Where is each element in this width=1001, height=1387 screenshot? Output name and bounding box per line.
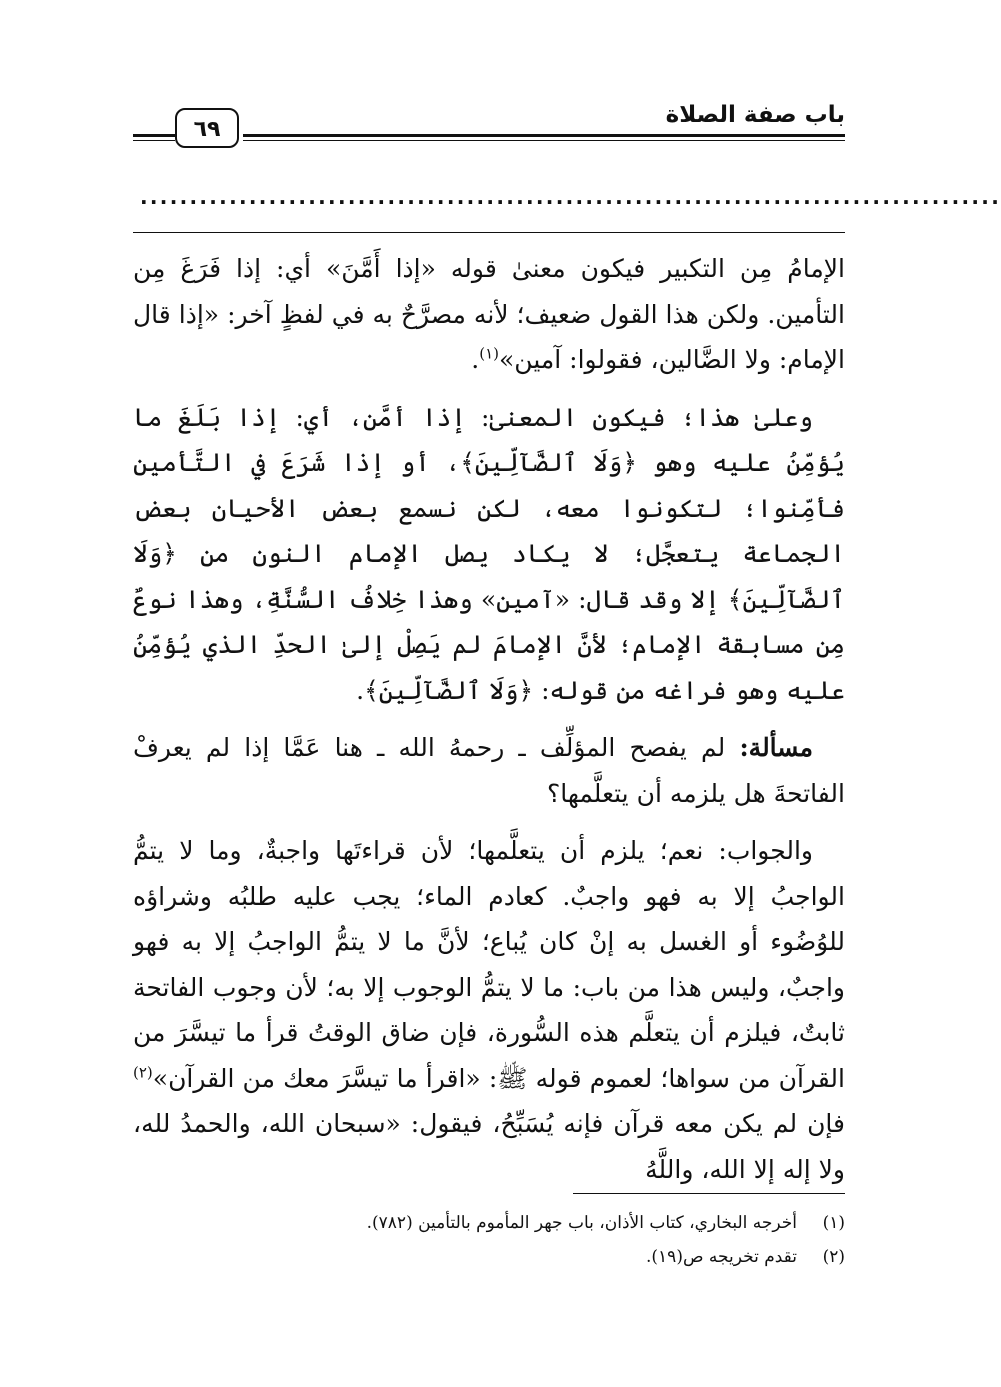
footnote-ref-1: (١) [479, 344, 500, 363]
page-number: ٦٩ [175, 108, 239, 148]
running-title: باب صفة الصلاة [665, 102, 845, 128]
paragraph-1: الإمامُ مِن التكبير فيكون معنىٰ قوله «إذا أَمَّنَ» أي: إذا فَرَغَ مِن التأمين. ولكن هذا القول ضعيف؛ لأنه مصرَّحٌ به في لفظٍ آخر: «إذا قال الإمام: ولا الضَّالين، فقولوا: آمين»$^{(١)}$. [133, 254, 845, 374]
paragraph-2: وعلىٰ هذا؛ فيكون المعنىٰ: إذا أمَّن، أي: إذا بَلَغَ ما يُؤمِّنُ عليه وهو ﴿وَلَا ٱلضَّآلِّينَ﴾، أو إذا شَرَعَ في التَّأمين فأمِّنوا؛ لتكونوا معه، لكن نسمع بعض الأحيان بعض الجماعة يتعجَّل؛ لا يكاد يصل الإمام النون من ﴿وَلَا ٱلضَّآلِّينَ﴾ إلا وقد قال: «آمين» وهذا خِلافُ السُّنَّةِ، وهذا نوعٌ مِن مسابقة الإمام؛ لأنَّ الإمامَ لم يَصِلْ إلىٰ الحدِّ الذي يُؤمِّنُ عليه وهو فراغه من قوله: ﴿وَلَا ٱلضَّآلِّينَ﴾. [133, 402, 845, 705]
footnote-text: تقدم تخريجه ص(١٩). [646, 1247, 797, 1267]
footnote-text: أخرجه البخاري، كتاب الأذان، باب جهر المأموم بالتأمين (٧٨٢). [366, 1213, 797, 1233]
footnote-1 [133, 1206, 845, 1240]
paragraph-4: والجواب: نعم؛ يلزم أن يتعلَّمها؛ لأن قراءتَها واجبةٌ، وما لا يتمُّ الواجبُ إلا به فهو واجبٌ. كعادم الماء؛ يجب عليه طلبُه وشراؤه للوُضُوء أو الغسل به إنْ كان يُباع؛ لأنَّ ما لا يتمُّ الواجبُ إلا به فهو واجبٌ، وليس هذا من باب: ما لا يتمُّ الوجوب إلا به؛ لأن وجوب الفاتحة ثابتٌ، فيلزم أن يتعلَّم هذه السُّورة، فإن ضاق الوقتُ قرأ ما تيسَّرَ من القرآن من سواها؛ لعموم قوله ﷺ: «اقرأ ما تيسَّرَ معك من القرآن»$^{(٢)}$ فإن لم يكن معه قرآن فإنه يُسَبِّحُ، فيقول: «سبحان الله، والحمدُ لله، ولا إله إلا الله، واللَّهُ [133, 836, 845, 1184]
footnote-number: (١) [822, 1213, 845, 1233]
footnote-rule [573, 1193, 845, 1194]
footnote-ref-2: (٢) [133, 1063, 153, 1082]
issue-label: مسألة: [739, 733, 813, 762]
footnotes [133, 1206, 845, 1274]
paragraph-3: مسألة: لم يفصح المؤلِّف ـ رحمهُ الله ـ هنا عَمَّا إذا لم يعرفْ الفاتحةَ هل يلزمه أن يتعلَّمها؟ [133, 733, 845, 808]
footnote-number: (٢) [822, 1247, 845, 1267]
header-rule-left [133, 134, 175, 137]
page-header [133, 98, 845, 158]
main-text [133, 246, 845, 1204]
header-rule-left-thin [133, 140, 175, 141]
dotted-separator: ....................................................................................... [140, 185, 1001, 209]
footnote-2 [133, 1240, 845, 1274]
top-rule [133, 232, 845, 233]
header-rule-thin [243, 140, 845, 141]
header-rule [243, 134, 845, 137]
